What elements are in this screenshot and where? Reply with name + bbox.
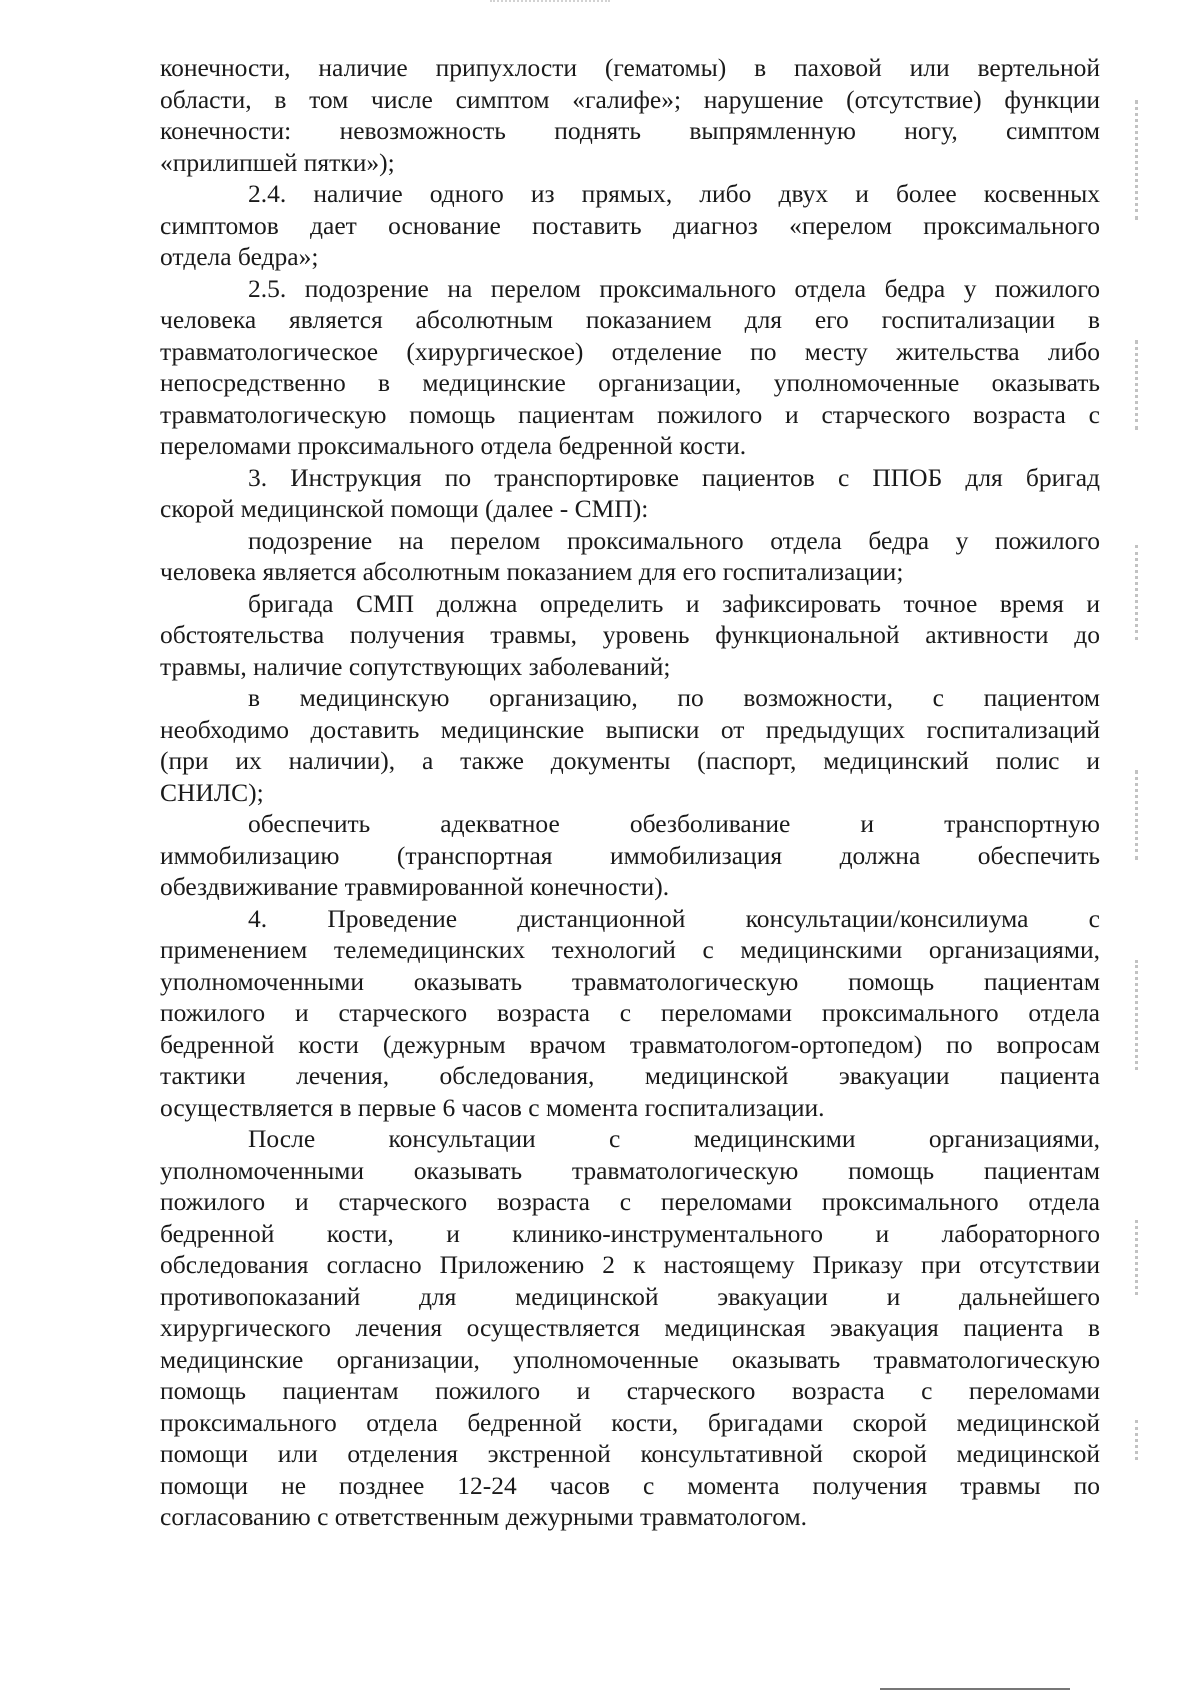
text-line: проксимального отдела бедренной кости, бригадами скорой медицинской — [160, 1407, 1100, 1437]
text-line: пожилого и старческого возраста с переломами проксимального отдела — [160, 998, 1100, 1027]
text-line: 2.4. наличие одного из прямых, либо двух и более косвенных — [248, 179, 1100, 208]
text-line: «прилипшей пятки»); — [160, 147, 395, 177]
text-line: обстоятельства получения травмы, уровень функциональной активности до — [160, 620, 1100, 649]
text-line: уполномоченными оказывать травматологическую помощь пациентам — [160, 966, 1100, 996]
text-line: осуществляется в первые 6 часов с момента госпитализации. — [160, 1092, 825, 1122]
text-line: непосредственно в медицинские организации, уполномоченные оказывать — [160, 368, 1100, 397]
text-line: уполномоченными оказывать травматологическую помощь пациентам — [160, 1155, 1100, 1185]
text-line: человека является абсолютным показанием для его госпитализации в — [160, 305, 1100, 334]
text-line: применением телемедицинских технологий с медицинскими организациями, — [160, 935, 1100, 964]
text-line: пожилого и старческого возраста с переломами проксимального отдела — [160, 1187, 1100, 1216]
text-line: согласованию с ответственным дежурными травматологом. — [160, 1502, 808, 1531]
text-line: хирургического лечения осуществляется медицинская эвакуация пациента в — [160, 1313, 1100, 1342]
scan-artifact-margin — [1135, 770, 1148, 860]
text-line: медицинские организации, уполномоченные оказывать травматологическую — [160, 1344, 1100, 1374]
text-line: противопоказаний для медицинской эвакуации и дальнейшего — [160, 1281, 1100, 1311]
text-line: помощь пациентам пожилого и старческого возраста с переломами — [160, 1376, 1100, 1405]
scan-artifact-margin — [1135, 545, 1148, 640]
document-page — [160, 52, 1100, 1533]
text-line: бедренной кости, и клинико-инструментального и лабораторного — [160, 1218, 1100, 1248]
text-line: обеспечить адекватное обезболивание и транспортную — [248, 809, 1100, 838]
text-line: обездвиживание травмированной конечности). — [160, 872, 670, 901]
scan-artifact-margin — [1135, 960, 1148, 1070]
text-line: После консультации с медицинскими организациями, — [248, 1124, 1100, 1153]
text-line: травматологическое (хирургическое) отделение по месту жительства либо — [160, 336, 1100, 366]
text-line: конечности, наличие припухлости (гематомы) в паховой или вертельной — [160, 53, 1100, 82]
text-line: симптомов дает основание поставить диагноз «перелом проксимального — [160, 210, 1100, 240]
text-line: СНИЛС); — [160, 777, 264, 807]
text-line: травматологическую помощь пациентам пожилого и старческого возраста с — [160, 399, 1100, 429]
text-line: необходимо доставить медицинские выписки от предыдущих госпитализаций — [160, 714, 1100, 744]
text-line: травмы, наличие сопутствующих заболеваний; — [160, 651, 671, 681]
text-line: бедренной кости (дежурным врачом травматологом-ортопедом) по вопросам — [160, 1029, 1100, 1059]
text-line: помощи не позднее 12-24 часов с момента получения травмы по — [160, 1470, 1100, 1500]
text-line: бригада СМП должна определить и зафиксировать точное время и — [248, 588, 1100, 618]
scan-artifact-top — [490, 0, 610, 8]
text-line: 4. Проведение дистанционной консультации/консилиума с — [248, 903, 1100, 933]
scan-artifact-bottom — [880, 1688, 1070, 1690]
text-line: отдела бедра»; — [160, 242, 319, 271]
text-line: человека является абсолютным показанием для его госпитализации; — [160, 557, 904, 586]
text-line: подозрение на перелом проксимального отдела бедра у пожилого — [248, 525, 1100, 555]
text-line: иммобилизацию (транспортная иммобилизация должна обеспечить — [160, 840, 1100, 870]
text-line: 2.5. подозрение на перелом проксимального отдела бедра у пожилого — [248, 273, 1100, 303]
text-line: обследования согласно Приложению 2 к настоящему Приказу при отсутствии — [160, 1250, 1100, 1279]
text-line: (при их наличии), а также документы (паспорт, медицинский полис и — [160, 746, 1100, 775]
scan-artifact-margin — [1135, 1420, 1148, 1460]
text-line: в медицинскую организацию, по возможности, с пациентом — [248, 683, 1100, 712]
text-line: области, в том числе симптом «галифе»; нарушение (отсутствие) функции — [160, 84, 1100, 114]
text-line: 3. Инструкция по транспортировке пациентов с ППОБ для бригад — [248, 462, 1100, 492]
text-line: скорой медицинской помощи (далее - СМП): — [160, 494, 649, 523]
text-line: помощи или отделения экстренной консультативной скорой медицинской — [160, 1439, 1100, 1468]
scan-artifact-margin — [1135, 340, 1148, 430]
scan-artifact-margin — [1135, 100, 1148, 220]
scan-artifact-margin — [1135, 1220, 1148, 1295]
text-line: конечности: невозможность поднять выпрямленную ногу, симптом — [160, 116, 1100, 145]
text-line: переломами проксимального отдела бедренной кости. — [160, 431, 747, 460]
text-line: тактики лечения, обследования, медицинской эвакуации пациента — [160, 1061, 1100, 1090]
